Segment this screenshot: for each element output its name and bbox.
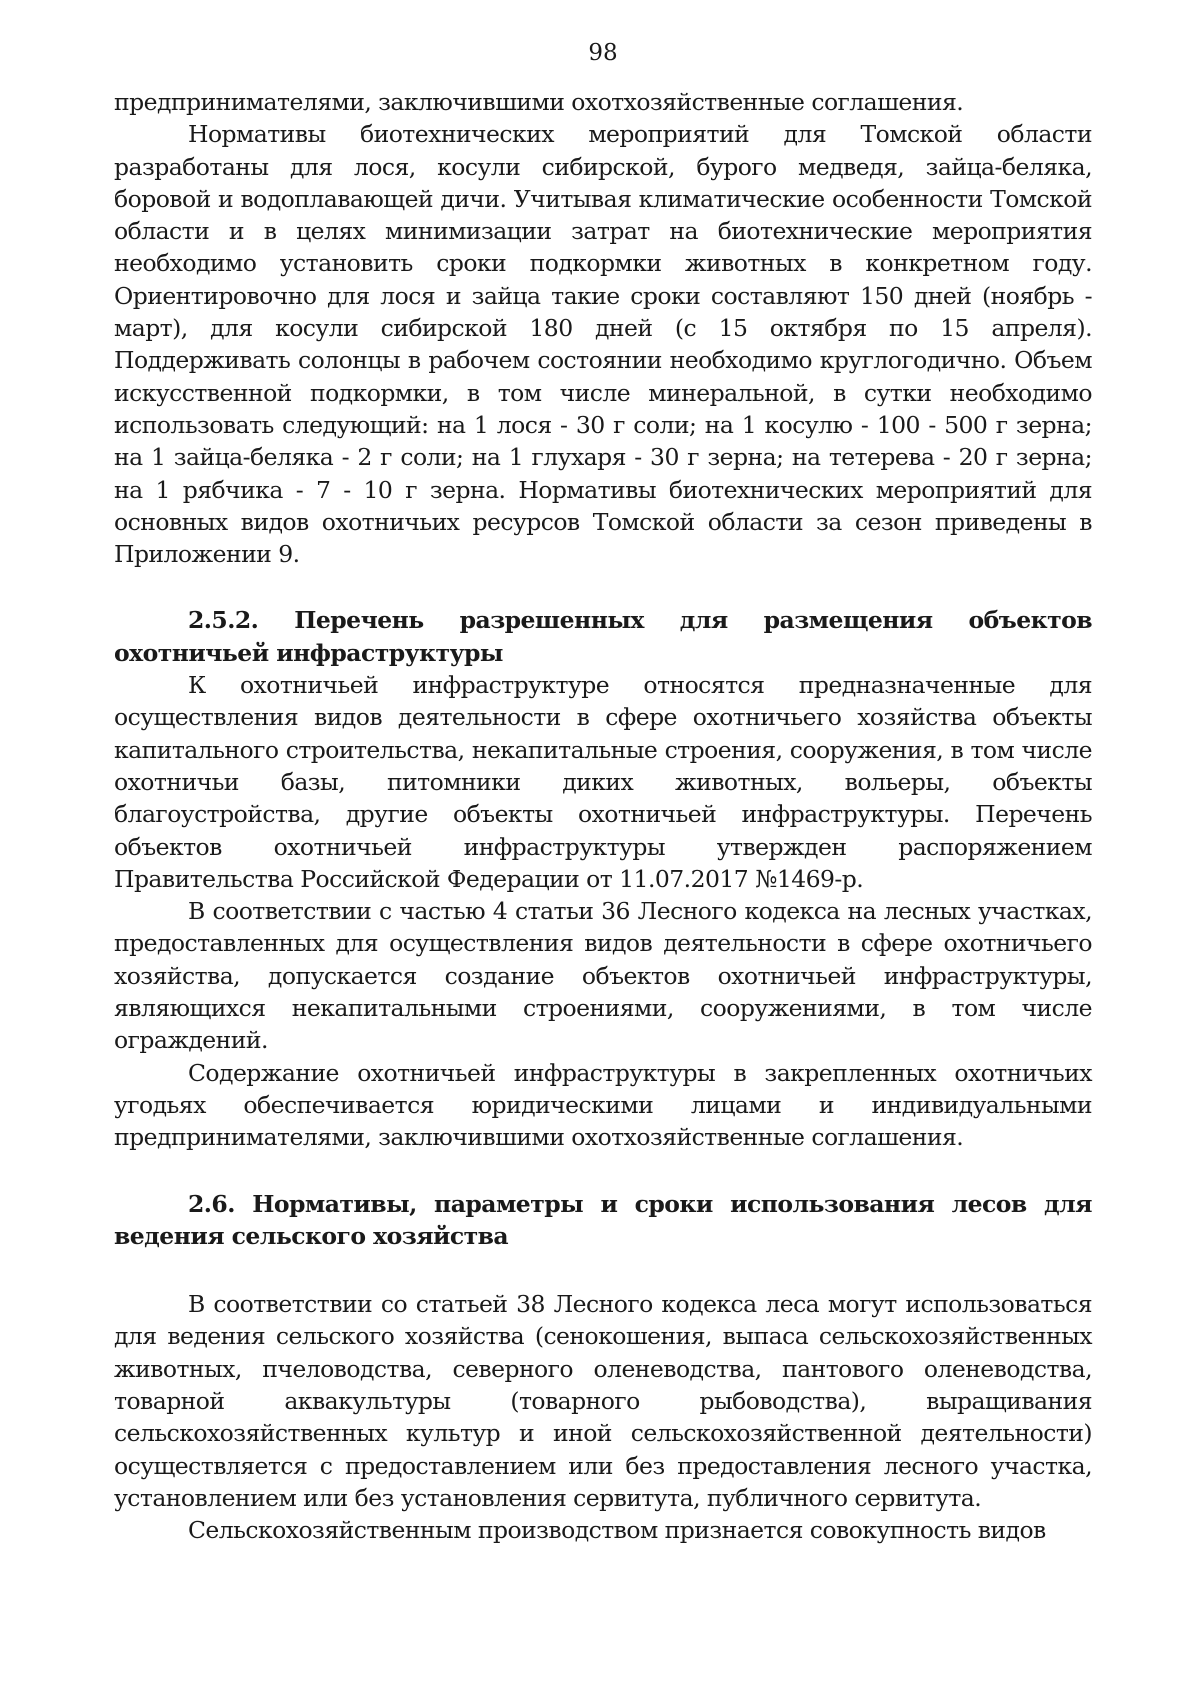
section-heading-2-6: 2.6. Нормативы, параметры и сроки использования лесов для ведения сельского хозяйства [114, 1189, 1092, 1250]
section-heading-2-5-2: 2.5.2. Перечень разрешенных для размещения объектов охотничьей инфраструктуры [114, 606, 1092, 667]
paragraph-forest-code-38: В соответствии со статьей 38 Лесного кодекса леса могут использоваться для ведения сельского хозяйства (сенокошения, выпаса сельскохозяйственных животных, пчеловодства, северного оленеводства, пантового оленеводства, товарной аквакультуры (товарного рыбоводства), выращивания сельскохозяйственных культур и иной сельскохозяйственной деятельности) осуществляется с предоставлением или без предоставления лесного участка, установлением или без установления сервитута, публичного сервитута. [114, 1290, 1092, 1512]
paragraph-agricultural-production: Сельскохозяйственным производством признается совокупность видов [188, 1516, 1046, 1545]
paragraph-biotech-norms: Нормативы биотехнических мероприятий для Томской области разработаны для лося, косули сибирской, бурого медведя, зайца-беляка, боровой и водоплавающей дичи. Учитывая климатические особенности Томской области и в целях минимизации затрат на биотехнические мероприятия необходимо установить сроки подкормки животных в конкретном году. Ориентировочно для лося и зайца такие сроки составляют 150 дней (ноябрь - март), для косули сибирской 180 дней (с 15 октября по 15 апреля). Поддерживать солонцы в рабочем состоянии необходимо круглогодично. Объем искусственной подкормки, в том числе минеральной, в сутки необходимо использовать следующий: на 1 лося - 30 г соли; на 1 косулю - 100 - 500 г зерна; на 1 зайца-беляка - 2 г соли; на 1 глухаря - 30 г зерна; на тетерева - 20 г зерна; на 1 рябчика - 7 - 10 г зерна. Нормативы биотехнических мероприятий для основных видов охотничьих ресурсов Томской области за сезон приведены в Приложении 9. [114, 120, 1092, 569]
paragraph-forest-code-36: В соответствии с частью 4 статьи 36 Лесного кодекса на лесных участках, предоставленных для осуществления видов деятельности в сфере охотничьего хозяйства, допускается создание объектов охотничьей инфраструктуры, являющихся некапитальными строениями, сооружениями, в том числе ограждений. [114, 897, 1092, 1055]
paragraph-continuation: предпринимателями, заключившими охотхозяйственные соглашения. [114, 88, 964, 116]
paragraph-infrastructure-maintenance: Содержание охотничьей инфраструктуры в закрепленных охотничьих угодьях обеспечивается юридическими лицами и индивидуальными предпринимателями, заключившими охотхозяйственные соглашения. [114, 1058, 1092, 1152]
page-number: 98 [588, 40, 618, 66]
paragraph-infrastructure: К охотничьей инфраструктуре относятся предназначенные для осуществления видов деятельности в сфере охотничьего хозяйства объекты капитального строительства, некапитальные строения, сооружения, в том числе охотничьи базы, питомники диких животных, вольеры, объекты благоустройства, другие объекты охотничьей инфраструктуры. Перечень объектов охотничьей инфраструктуры утвержден распоряжением Правительства Российской Федерации от 11.07.2017 №1469-р. [114, 671, 1092, 893]
